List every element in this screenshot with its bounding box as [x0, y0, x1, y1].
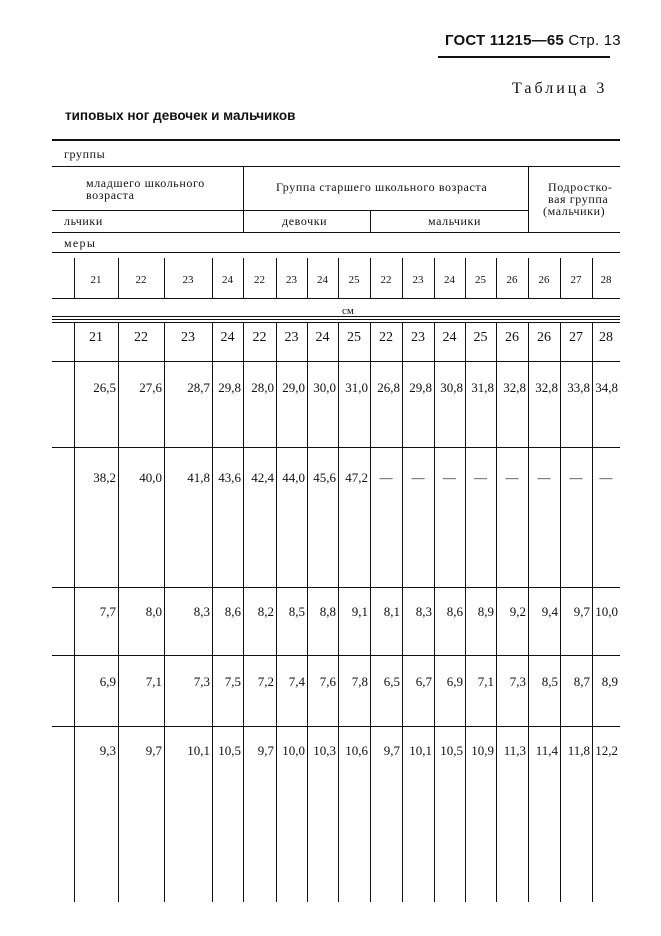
- table-cell: 11,3: [503, 743, 526, 758]
- size-header-cell: 22: [135, 274, 147, 286]
- table-cell: 28: [599, 330, 613, 345]
- table-cell: 10,0: [282, 743, 305, 758]
- group-separator: [528, 166, 529, 232]
- table-cell: 7,1: [477, 674, 494, 689]
- table-label: Таблица 3: [512, 80, 608, 97]
- table-cell: 26: [505, 330, 519, 345]
- size-column-line: [276, 258, 277, 298]
- table-cell: 24: [442, 330, 457, 345]
- table-cell: 8,8: [319, 604, 336, 619]
- table-cell: 9,1: [351, 604, 368, 619]
- table-cell: 42,4: [251, 470, 274, 485]
- table-cell: 9,7: [145, 743, 162, 758]
- page-header: [445, 32, 621, 49]
- rule: [52, 232, 620, 233]
- table-cell: 10,3: [313, 743, 336, 758]
- table-cell: 43,6: [218, 470, 241, 485]
- table-cell: 47,2: [345, 470, 368, 485]
- junior-group-label-1: младшего школьного: [86, 176, 205, 190]
- size-header-cell: 22: [254, 274, 265, 286]
- table-cell: 32,8: [535, 380, 558, 395]
- size-header-cell: 24: [444, 274, 455, 286]
- table-cell: 9,7: [383, 743, 400, 758]
- table-cell: 26: [537, 330, 551, 345]
- table-cell: —: [474, 470, 487, 485]
- table-cell: 25: [347, 330, 361, 345]
- table-cell: 27: [569, 330, 583, 345]
- table-cell: 8,6: [224, 604, 241, 619]
- table-cell: 10,6: [345, 743, 368, 758]
- table-cell: 7,3: [509, 674, 526, 689]
- rule: [52, 726, 620, 727]
- table-cell: —: [443, 470, 456, 485]
- size-header-cell: 27: [570, 274, 582, 286]
- size-column-line: [434, 258, 435, 298]
- table-cell: 10,5: [440, 743, 463, 758]
- table-cell: 23: [284, 330, 299, 345]
- standard-number: ГОСТ 11215—65: [445, 32, 564, 49]
- size-header-cell: 25: [348, 274, 360, 286]
- table-cell: 6,9: [446, 674, 463, 689]
- table-cell: 31,8: [471, 380, 494, 395]
- table-cell: 9,7: [573, 604, 590, 619]
- table-cell: 12,2: [595, 743, 618, 758]
- junior-boys-label: льчики: [64, 214, 103, 228]
- table-cell: 29,8: [409, 380, 432, 395]
- size-column-line: [402, 258, 403, 298]
- teen-group-label-2: вая группа: [548, 192, 609, 206]
- size-column-line: [592, 258, 593, 298]
- size-column-line: [307, 258, 308, 298]
- table-cell: 8,2: [257, 604, 274, 619]
- table-title: типовых ног девочек и мальчиков: [65, 108, 296, 123]
- rule: [52, 447, 620, 448]
- table-cell: 7,8: [351, 674, 368, 689]
- table-cell: 25: [473, 330, 488, 345]
- table-cell: 26,8: [377, 380, 400, 395]
- table-cell: 22: [252, 330, 267, 345]
- table-cell: 31,0: [345, 380, 368, 395]
- teen-group-label-1: Подростко-: [548, 180, 613, 194]
- table-cell: 27,6: [139, 380, 162, 395]
- size-header-cell: 25: [475, 274, 486, 286]
- table-cell: —: [379, 470, 393, 485]
- senior-boys-label: мальчики: [428, 214, 481, 228]
- senior-girls-label: девочки: [282, 214, 328, 228]
- table-cell: 8,9: [601, 674, 618, 689]
- table-cell: 6,9: [99, 674, 116, 689]
- unit-label: см: [342, 305, 354, 317]
- size-column-line: [496, 258, 497, 298]
- size-header-cell: 21: [90, 274, 102, 286]
- size-column-line: [338, 258, 339, 298]
- table-cell: 7,6: [319, 674, 336, 689]
- table-cell: —: [537, 470, 551, 485]
- table-cell: 24: [220, 330, 235, 345]
- size-header-cell: 28: [600, 274, 612, 286]
- table-cell: 8,3: [193, 604, 210, 619]
- table-cell: 6,7: [415, 674, 432, 689]
- table-cell: 10,1: [187, 743, 210, 758]
- table-cell: 30,8: [440, 380, 463, 395]
- table-cell: 10,9: [471, 743, 494, 758]
- table-cell: 28,7: [187, 380, 210, 395]
- group-separator: [370, 210, 371, 232]
- table-cell: 7,1: [145, 674, 162, 689]
- table-cell: —: [411, 470, 425, 485]
- table-cell: 9,4: [541, 604, 558, 619]
- size-header-cell: 23: [182, 274, 194, 286]
- table-cell: 38,2: [93, 470, 116, 485]
- size-header-cell: 26: [538, 274, 550, 286]
- table-cell: 9,3: [99, 743, 116, 758]
- table-cell: 23: [411, 330, 425, 345]
- size-column-line: [164, 258, 165, 298]
- rule: [52, 166, 620, 167]
- table-cell: 11,8: [567, 743, 590, 758]
- table-cell: 8,9: [477, 604, 494, 619]
- size-column-line: [528, 258, 529, 298]
- table-cell: 11,4: [535, 743, 558, 758]
- rule-double-top: [52, 316, 620, 317]
- size-header-cell: 23: [286, 274, 297, 286]
- table-cell: 8,1: [383, 604, 400, 619]
- size-column-line: [118, 258, 119, 298]
- table-cell: 9,2: [509, 604, 526, 619]
- header-rule: [438, 56, 610, 58]
- table-cell: 10,0: [595, 604, 618, 619]
- rule: [52, 210, 528, 211]
- table-cell: 22: [379, 330, 393, 345]
- size-column-line: [465, 258, 466, 298]
- table-cell: 30,0: [313, 380, 336, 395]
- table-cell: 23: [181, 330, 195, 345]
- rule: [52, 322, 620, 323]
- table-cell: 33,8: [567, 380, 590, 395]
- measures-label: меры: [64, 236, 97, 250]
- table-cell: 10,5: [218, 743, 241, 758]
- teen-group-label-3: (мальчики): [543, 204, 606, 218]
- table-cell: 45,6: [313, 470, 336, 485]
- rule: [52, 252, 620, 253]
- table-cell: 29,0: [282, 380, 305, 395]
- table-cell: 44,0: [282, 470, 305, 485]
- table-cell: 8,7: [573, 674, 590, 689]
- table-cell: 7,7: [99, 604, 116, 619]
- size-column-line: [560, 258, 561, 298]
- rule: [52, 298, 620, 299]
- table-cell: 28,0: [251, 380, 274, 395]
- size-header-cell: 22: [380, 274, 392, 286]
- table-cell: 8,5: [288, 604, 305, 619]
- table-cell: 7,4: [288, 674, 305, 689]
- table-cell: 22: [134, 330, 148, 345]
- table-cell: —: [505, 470, 519, 485]
- table-top-rule: [52, 139, 620, 141]
- table-cell: 24: [315, 330, 330, 345]
- table-cell: 8,0: [145, 604, 162, 619]
- table-cell: 6,5: [383, 674, 400, 689]
- table-cell: 32,8: [503, 380, 526, 395]
- size-column-line: [243, 258, 244, 298]
- table-cell: 7,3: [193, 674, 210, 689]
- rule-double-bottom: [52, 319, 620, 320]
- table-cell: 40,0: [139, 470, 162, 485]
- table-cell: 34,8: [595, 380, 618, 395]
- size-column-line: [212, 258, 213, 298]
- size-header-cell: 23: [412, 274, 424, 286]
- size-column-line: [370, 258, 371, 298]
- table-cell: 8,6: [446, 604, 463, 619]
- table-cell: 21: [89, 330, 103, 345]
- rule: [52, 361, 620, 362]
- table-cell: 7,2: [257, 674, 274, 689]
- table-cell: 41,8: [187, 470, 210, 485]
- table-cell: 9,7: [257, 743, 274, 758]
- senior-group-label: Группа старшего школьного возраста: [276, 180, 488, 194]
- table-cell: —: [599, 470, 613, 485]
- table-cell: 8,5: [541, 674, 558, 689]
- group-separator: [243, 166, 244, 232]
- table-cell: 10,1: [409, 743, 432, 758]
- rule: [52, 655, 620, 656]
- size-header-cell: 24: [222, 274, 233, 286]
- size-header-cell: 26: [506, 274, 518, 286]
- page-number: Стр. 13: [568, 32, 621, 49]
- table-cell: 8,3: [415, 604, 432, 619]
- table-cell: —: [569, 470, 583, 485]
- size-header-cell: 24: [317, 274, 328, 286]
- rule: [52, 587, 620, 588]
- size-column-line: [74, 258, 75, 298]
- junior-group-label-2: возраста: [86, 188, 135, 202]
- table-cell: 26,5: [93, 380, 116, 395]
- table-cell: 29,8: [218, 380, 241, 395]
- groups-label: группы: [64, 147, 106, 161]
- table-cell: 7,5: [224, 674, 241, 689]
